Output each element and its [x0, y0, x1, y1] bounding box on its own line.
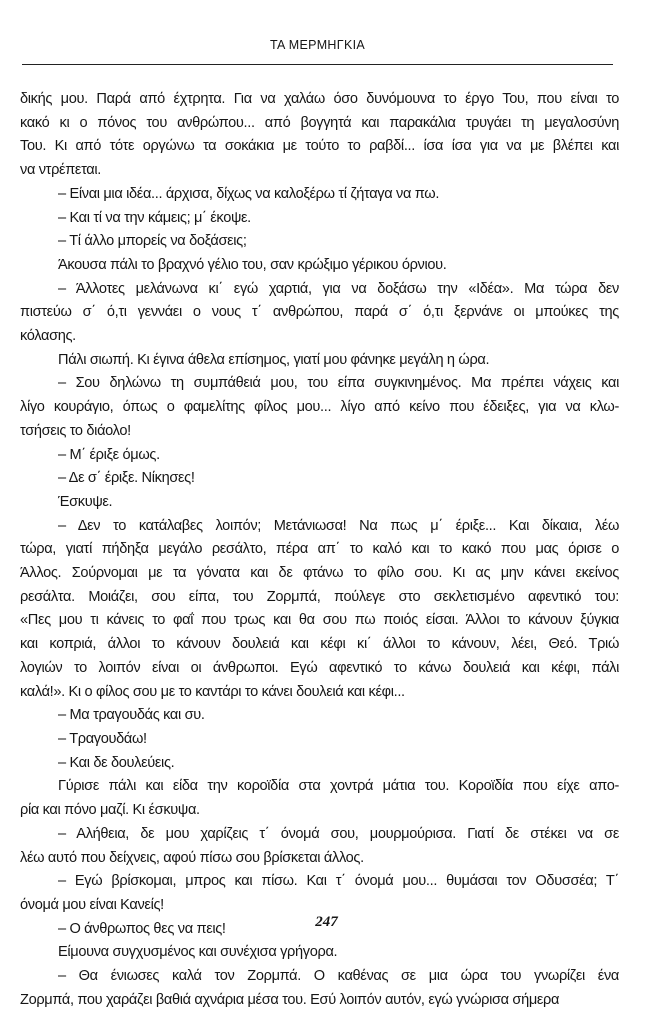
text-line: – Ο άνθρωπος θες να πεις! — [58, 920, 226, 937]
text-line: Είμουνα συγχυσμένος και συνέχισα γρήγορα. — [58, 944, 338, 961]
text-line: – Τραγουδάω! — [58, 730, 147, 747]
text-line: – Άλλοτες μελάνωνα κι΄ εγώ χαρτιά, για να δοξάσω την «Ιδέα». Μα τώρα δεν — [58, 280, 619, 297]
text-line: κακό κι ο πόνος του ανθρώπου... από βογγητά και παρακάλια τρυγάει τη μεγαλοσύνη — [20, 114, 619, 131]
running-head: ΤΑ ΜΕΡΜΗΓΚΙΑ — [270, 38, 365, 52]
body-text — [20, 88, 619, 1012]
text-line: τώρα, γιατί πήδηξα μεγάλο ρεσάλτο, πέρα απ΄ το καλό και το κακό που μας όρισε ο — [20, 541, 619, 558]
text-line: – Αλήθεια, δε μου χαρίζεις τ΄ όνομά σου, μουρμούρισα. Γιατί δε στέκει να σε — [58, 825, 619, 842]
text-line: – Σου δηλώνω τη συμπάθειά μου, του είπα συγκινημένος. Μα πρέπει νάχεις και — [58, 375, 619, 392]
text-line: τσήσεις το διάολο! — [20, 422, 131, 439]
text-line: – Εγώ βρίσκομαι, μπρος και πίσω. Και τ΄ όνομά μου... θυμάσαι τον Οδυσσέα; Τ΄ — [58, 873, 619, 890]
header-rule — [22, 64, 613, 65]
text-line: και κοπριά, άλλοι το κάνουν δουλειά και κέφι κι΄ άλλοι το κάνουν, λέει, Θεό. Τριώ — [20, 636, 619, 653]
text-line: λογιών το λοιπόν είναι οι άνθρωποι. Εγώ αφεντικό το κάνω δουλειά και κέφι, πάλι — [20, 659, 619, 676]
text-line: κόλασης. — [20, 328, 76, 345]
text-line: Του. Κι από τότε οργώνω τα σοκάκια με τούτο το ραβδί... ίσα ίσα για να με βλέπει και — [20, 138, 619, 155]
text-line: – Δεν το κατάλαβες λοιπόν; Μετάνιωσα! Να πως μ΄ έριξε... Και δίκαια, λέω — [58, 517, 619, 534]
text-line: – Είναι μια ιδέα... άρχισα, δίχως να καλοξέρω τί ζήταγα να πω. — [58, 185, 440, 202]
text-line: Άλλος. Σούρνομαι με τα γόνατα και δε φτάνω το φίλο σου. Κι ας μην κάνει εκείνος — [20, 565, 619, 582]
text-line: πιστεύω σ΄ ό,τι γεννάει ο νους τ΄ ανθρώπου, παρά σ΄ ό,τι ξερνάνε οι μπούκες της — [20, 304, 619, 321]
text-line: – Μα τραγουδάς και συ. — [58, 707, 205, 724]
text-line: – Δε σ΄ έριξε. Νίκησες! — [58, 470, 195, 487]
text-line: – Τί άλλο μπορείς να δοξάσεις; — [58, 233, 247, 250]
text-line: Άκουσα πάλι το βραχνό γέλιο του, σαν κρώξιμο γέρικου όρνιου. — [58, 256, 447, 273]
text-line: όνομά μου είναι Κανείς! — [20, 896, 164, 913]
text-line: Ζορμπά, που χαράζει βαθιά αχνάρια μέσα του. Εσύ λοιπόν αυτόν, εγώ γνώρισα σήμερα — [20, 991, 560, 1008]
text-line: λέω αυτό που δείχνεις, αφού πίσω σου βρίσκεται άλλος. — [20, 849, 364, 866]
text-line: Πάλι σιωπή. Κι έγινα άθελα επίσημος, γιατί μου φάνηκε μεγάλη η ώρα. — [58, 351, 490, 368]
text-line: «Πες μου τι κάνεις το φαΐ που τρως και θα σου πω ποιός είσαι. Άλλοι το κάνουν ξύγκια — [20, 612, 619, 629]
text-line: ρεσάλτα. Μοιάζει, σου είπα, του Ζορμπά, πούλεγε στο σεκλετισμένο αφεντικό του: — [20, 588, 619, 605]
text-line: – Θα ένιωσες καλά τον Ζορμπά. Ο καθένας σε μια ώρα του γνωρίζει ένα — [58, 968, 619, 985]
text-line: – Και τί να την κάμεις; μ΄ έκοψε. — [58, 209, 251, 226]
text-line: – Μ΄ έριξε όμως. — [58, 446, 160, 463]
text-line: καλά!». Κι ο φίλος σου με το καντάρι το κάνει δουλειά και κέφι... — [20, 683, 405, 700]
text-line: – Και δε δουλεύεις. — [58, 754, 175, 771]
text-line: ρία και πόνο μαζί. Κι έσκυψα. — [20, 802, 200, 819]
text-line: Γύρισε πάλι και είδα την κοροϊδία στα χοντρά μάτια του. Κοροϊδία που είχε απο- — [58, 778, 619, 795]
text-line: Έσκυψε. — [58, 493, 113, 510]
text-line: να ντρέπεται. — [20, 162, 101, 179]
text-line: λίγο κουράγιο, όπως ο φαμελίτης φίλος μου... λίγο από κείνο που έδειξες, για να κλω- — [20, 399, 619, 416]
text-line: δικής μου. Παρά από έχτρητα. Για να χαλάω όσο δυνόμουνα το έργο Του, που είναι το — [20, 91, 619, 107]
page-number: 247 — [315, 914, 338, 930]
